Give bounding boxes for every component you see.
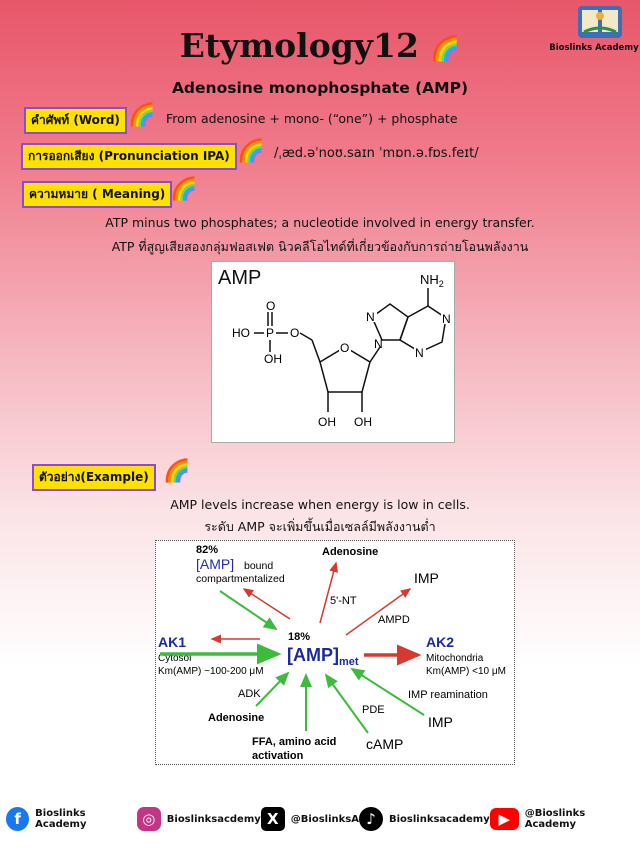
example-th: ระดับ AMP จะเพิ่มขึ้นเมื่อเซลล์มีพลังงานต่ำ (204, 519, 436, 534)
arrow-from-adk (256, 673, 288, 706)
rainbow-icon: 🌈 (170, 177, 198, 202)
footer-youtube[interactable]: ▶ @Bioslinks Academy (490, 807, 636, 831)
ampd-label: AMPD (378, 614, 410, 626)
meaning-th: ATP ที่สูญเสียสองกลุ่มฟอสเฟต นิวคลีโอไทด์ที่เกี่ยวข้องกับการถ่ายโอนพลังงาน (111, 239, 529, 254)
structure-title: AMP (218, 267, 262, 289)
structure-label: OH (318, 415, 336, 429)
structure-label: O (290, 326, 300, 340)
adk-label: ADK (238, 688, 261, 700)
bound-label: bound (244, 560, 274, 572)
imp-top: IMP (414, 570, 439, 586)
ak1-cytosol: Cytosol (158, 653, 192, 664)
word-tag: คำศัพท์ (Word) (24, 107, 127, 134)
footer (6, 807, 636, 831)
imp-bottom: IMP (428, 714, 453, 730)
amp-pathway-diagram (155, 540, 515, 765)
bound-amp: [AMP] (196, 556, 235, 572)
ak2-mito: Mitochondria (426, 653, 484, 664)
structure-label: N (415, 346, 424, 360)
ak1-label: AK1 (158, 634, 187, 650)
rainbow-icon: 🌈 (163, 459, 191, 484)
x-icon: X (261, 807, 285, 831)
word-text: From adenosine + mono- (“one”) + phosphate (166, 111, 458, 126)
meaning-en: ATP minus two phosphates; a nucleotide involved in energy transfer. (105, 215, 535, 230)
ak2-km: Km(AMP) <10 μM (426, 666, 506, 677)
example-en: AMP levels increase when energy is low in cells. (170, 497, 470, 512)
structure-label: OH (354, 415, 372, 429)
structure-label: N (442, 312, 451, 326)
instagram-icon: ◎ (137, 807, 161, 831)
ffa-label: FFA, amino acid (252, 736, 337, 748)
pronunciation-text: /ˌæd.əˈnoʊ.saɪn ˈmɒn.ə.fɒs.feɪt/ (274, 146, 479, 161)
imp-reamination: IMP reamination (408, 689, 488, 701)
compartmentalized-label: compartmentalized (196, 573, 285, 585)
pct-82: 82% (196, 544, 219, 556)
example-tag: ตัวอย่าง(Example) (32, 464, 156, 491)
structure-label: OH (264, 352, 282, 366)
page-title: Etymology12 🌈 (179, 26, 461, 65)
structure-label: HO (232, 326, 250, 340)
arrow-from-bound (220, 591, 276, 629)
structure-label: N (374, 337, 383, 351)
camp-label: cAMP (366, 736, 404, 752)
center-amp: $[AMP]_{met}$ (287, 645, 359, 668)
youtube-icon: ▶ (490, 808, 519, 830)
rainbow-icon: 🌈 (128, 103, 156, 128)
footer-facebook[interactable]: f Bioslinks Academy (6, 807, 137, 831)
adenosine-bottom: Adenosine (208, 712, 265, 724)
pronunciation-tag: การออกเสียง (Pronunciation IPA) (21, 143, 237, 170)
nt-label: 5'-NT (330, 595, 357, 607)
amp-structure (211, 261, 455, 443)
ak1-km: Km(AMP) ~100-200 μM (158, 666, 264, 677)
brand-name: Bioslinks Academy (549, 43, 639, 53)
subtitle: Adenosine monophosphate (AMP) (171, 79, 469, 97)
facebook-icon: f (6, 807, 29, 831)
rainbow-icon: 🌈 (237, 139, 265, 164)
rainbow-icon: 🌈 (430, 33, 461, 63)
footer-x[interactable]: X @BioslinksA (261, 807, 359, 831)
pde-label: PDE (362, 704, 385, 716)
brand-logo (574, 2, 626, 42)
structure-nh2: $NH_2$ (420, 272, 444, 289)
structure-label: N (366, 310, 375, 324)
arrow-to-adenosine (320, 563, 336, 623)
pct-18: 18% (288, 631, 311, 643)
adenosine-top: Adenosine (322, 546, 379, 558)
structure-label: P (266, 326, 275, 340)
footer-tiktok[interactable]: ♪ Bioslinksacademy (359, 807, 490, 831)
footer-instagram[interactable]: ◎ Bioslinksacdemy (137, 807, 261, 831)
structure-label: O (340, 341, 350, 355)
arrow-to-bound (244, 589, 290, 619)
structure-label: O (266, 299, 276, 313)
ak2-label: AK2 (426, 634, 455, 650)
meaning-tag: ความหมาย ( Meaning) (22, 181, 172, 208)
activation-label: activation (252, 750, 304, 762)
tiktok-icon: ♪ (359, 807, 383, 831)
